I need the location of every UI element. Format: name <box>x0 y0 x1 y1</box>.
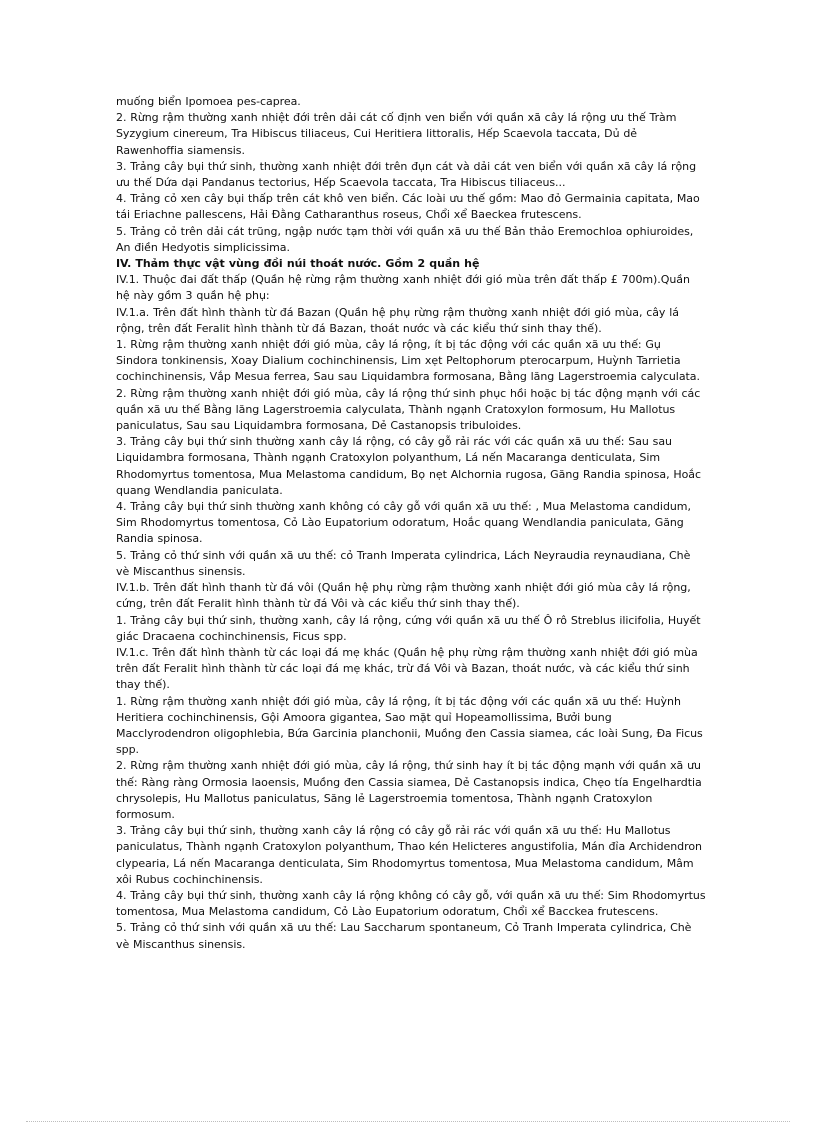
paragraph: 5. Trảng cỏ thứ sinh với quần xã ưu thế: cỏ Tranh Imperata cylindrica, Lách Neyraudia reynaudiana, Chè vè Miscanthus sinensis. <box>116 548 691 578</box>
paragraph: 1. Rừng rậm thường xanh nhiệt đới gió mùa, cây lá rộng, ít bị tác động với các quần xã ưu thế: Gụ Sindora tonkinensis, Xoay Dialium cochinchinensis, Lim xẹt Peltophorum pterocarpum, Huỳnh Tarrietia cochinchinensis, Vắp Mesua ferrea, Sau sau Liquidambra formosana, Bằng lăng Lagerstroemia calyculata. <box>116 338 700 384</box>
paragraph: 3. Trảng cây bụi thứ sinh, thường xanh nhiệt đới trên đụn cát và dải cát ven biển với quần xã cây lá rộng ưu thế Dứa dại Pandanus tectorius, Hếp Scaevola taccata, Tra Hibiscus tiliaceus... <box>116 159 696 190</box>
page-bottom-divider <box>26 1121 790 1122</box>
document-body <box>116 94 706 953</box>
paragraph: 3. Trảng cây bụi thứ sinh thường xanh cây lá rộng, có cây gỗ rải rác với các quần xã ưu thế: Sau sau Liquidambra formosana, Thành ngạnh Cratoxylon polyanthum, Lá nến Macaranga denticulata, Sim Rhodomyrtus tomentosa, Mua Melastoma candidum, Bọ nẹt Alchornia rugosa, Găng Randia spinosa, Hoắc quang Wendlandia paniculata. <box>116 435 701 497</box>
paragraph: 2. Rừng rậm thường xanh nhiệt đới gió mùa, cây lá rộng, thứ sinh hay ít bị tác động mạnh với quần xã ưu thế: Ràng ràng Ormosia laoensis, Muồng đen Cassia siamea, Dẻ Castanopsis indica, Chẹo tía Engelhardtia chrysolepis, Hu Mallotus paniculatus, Săng lẻ Lagerstroemia tomentosa, Thành ngạnh Cratoxylon formosum. <box>116 759 702 821</box>
paragraph: 2. Rừng rậm thường xanh nhiệt đới trên dải cát cố định ven biển với quần xã cây lá rộng ưu thế Tràm Syzygium cinereum, Tra Hibiscus tiliaceus, Cui Heritiera littoralis, Hếp Scaevola taccata, Dủ dẻ Rawenhoffia siamensis. <box>116 111 677 157</box>
paragraph: 1. Trảng cây bụi thứ sinh, thường xanh, cây lá rộng, cứng với quần xã ưu thế Ô rô Streblus ilicifolia, Huyết giác Dracaena cochinchinensis, Ficus spp. <box>116 613 701 643</box>
paragraph: 1. Rừng rậm thường xanh nhiệt đới gió mùa, cây lá rộng, ít bị tác động với các quần xã ưu thế: Huỳnh Heritiera cochinchinensis, Gội Amoora gigantea, Sao mặt quỉ Hopeamollissima, Bưởi bung Macclyrodendron oligophlebia, Bứa Garcinia planchonii, Muồng đen Cassia siamea, các loài Sung, Đa Ficus spp. <box>116 694 703 757</box>
paragraph: 2. Rừng rậm thường xanh nhiệt đới gió mùa, cây lá rộng thứ sinh phục hồi hoặc bị tác động mạnh với các quần xã ưu thế Bằng lăng Lagerstroemia calyculata, Thành ngạnh Cratoxylon formosum, Hu Mallotus paniculatus, Sau sau Liquidambra formosana, Dẻ Castanopsis tribuloides. <box>116 386 701 433</box>
paragraph: IV.1.c. Trên đất hình thành từ các loại đá mẹ khác (Quần hệ phụ rừng rậm thường xanh nhiệt đới gió mùa trên đất Feralit hình thành từ các loại đá mẹ khác, trừ đá Vôi và Bazan, thoát nước, và các kiểu thứ sinh thay thế). <box>116 645 698 692</box>
paragraph: 4. Trảng cỏ xen cây bụi thấp trên cát khô ven biển. Các loài ưu thế gồm: Mao đỏ Germainia capitata, Mao tái Eriachne pallescens, Hải Đằng Catharanthus roseus, Chổi xể Baeckea frutescens. <box>116 192 700 222</box>
paragraph: muống biển Ipomoea pes-caprea. <box>116 95 301 108</box>
paragraph: 4. Trảng cây bụi thứ sinh, thường xanh cây lá rộng không có cây gỗ, với quần xã ưu thế: Sim Rhodomyrtus tomentosa, Mua Melastoma candidum, Cỏ Lào Eupatorium odoratum, Chổi xể Bacckea frutescens. <box>116 888 706 919</box>
paragraph: IV.1. Thuộc đai đất thấp (Quần hệ rừng rậm thường xanh nhiệt đới gió mùa trên đất thấp £ 700m).Quần hệ này gồm 3 quần hệ phụ: <box>116 273 690 303</box>
paragraph: IV.1.a. Trên đất hình thành từ đá Bazan (Quần hệ phụ rừng rậm thường xanh nhiệt đới gió mùa, cây lá rộng, trên đất Feralit hình thành từ đá Bazan, thoát nước và các kiểu thứ sinh thay thế). <box>116 305 679 335</box>
section-heading: IV. Thảm thực vật vùng đồi núi thoát nước. Gồm 2 quần hệ <box>116 257 480 271</box>
paragraph: IV.1.b. Trên đất hình thanh từ đá vôi (Quần hệ phụ rừng rậm thường xanh nhiệt đới gió mùa cây lá rộng, cứng, trên đất Feralit hình thành từ đá Vôi và các kiểu thứ sinh thay thế). <box>116 581 691 611</box>
paragraph: 5. Trảng cỏ thứ sinh với quần xã ưu thế: Lau Saccharum spontaneum, Cỏ Tranh Imperata cylindrica, Chè vè Miscanthus sinensis. <box>116 921 692 951</box>
paragraph: 4. Trảng cây bụi thứ sinh thường xanh không có cây gỗ với quần xã ưu thế: , Mua Melastoma candidum, Sim Rhodomyrtus tomentosa, Cỏ Lào Eupatorium odoratum, Hoắc quang Wendlandia paniculata, Găng Randia spinosa. <box>116 500 691 546</box>
paragraph: 3. Trảng cây bụi thứ sinh, thường xanh cây lá rộng có cây gỗ rải rác với quần xã ưu thế: Hu Mallotus paniculatus, Thành ngạnh Cratoxylon polyanthum, Thao kén Helicteres angustifolia, Mán đỉa Archidendron clypearia, Lá nến Macaranga denticulata, Sim Rhodomyrtus tomentosa, Mua Melastoma candidum, Mâm xôi Rubus cochinchinensis. <box>116 824 702 886</box>
paragraph: 5. Trảng cỏ trên dải cát trũng, ngập nước tạm thời với quần xã ưu thế Bản thảo Eremochloa ophiuroides, An điền Hedyotis simplicissima. <box>116 224 694 254</box>
